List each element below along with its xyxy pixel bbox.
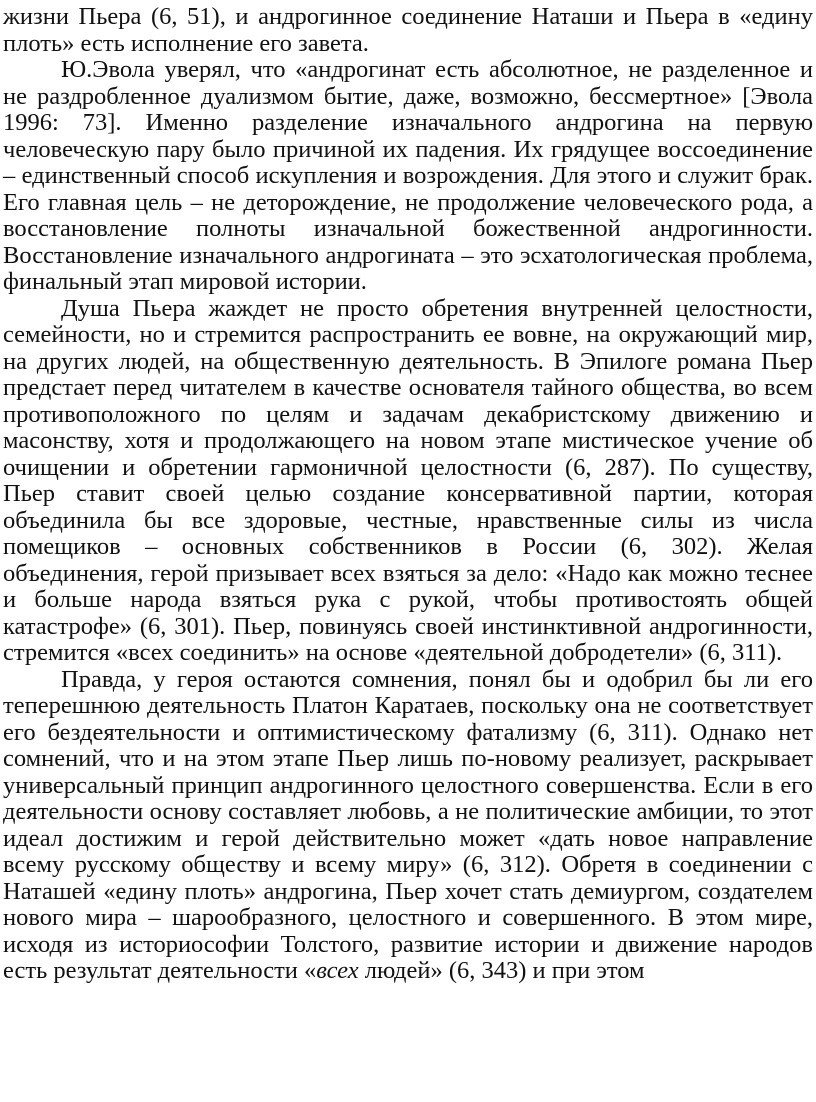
paragraph-3 — [3, 296, 813, 667]
paragraph-4-text-end: людей» (6, 343) и при этом — [358, 957, 645, 984]
paragraph-2 — [3, 57, 813, 296]
paragraph-2-text: Ю.Эвола уверял, что «андрогинат есть абсолютное, не разделенное и не раздробленное дуализмом бытие, даже, возможно, бессмертное» [Эвола 1996: 73]. Именно разделение изначального андрогина на первую человеческую пару было причиной их падения. Их грядущее воссоединение – единственный способ искупления и возрождения. Для этого и служит брак. Его главная цель – не деторождение, не продолжение человеческого рода, а восстановление полноты изначальной божественной андрогинности. Восстановление изначального андрогината – это эсхатологическая проблема, финальный этап мировой истории. — [3, 56, 813, 295]
paragraph-4-text: Правда, у героя остаются сомнения, понял бы и одобрил бы ли его теперешнюю деятельность Платон Каратаев, поскольку она не соответствует его бездеятельности и оптимистическому фатализму (6, 311). Однако нет сомнений, что и на этом этапе Пьер лишь по-новому реализует, раскрывает универсальный принцип андрогинного целостного совершенства. Если в его деятельности основу составляет любовь, а не политические амбиции, то этот идеал достижим и герой действительно может «дать новое направление всему русскому обществу и всему миру» (6, 312). Обретя в соединении с Наташей «едину плоть» андрогина, Пьер хочет стать демиургом, создателем нового мира – шарообразного, целостного и совершенного. В этом мире, исходя из историософии Толстого, развитие истории и движение народов есть результат деятельности « — [3, 665, 813, 984]
paragraph-3-text: Душа Пьера жаждет не просто обретения внутренней целостности, семейности, но и стремится распространить ее вовне, на окружающий мир, на других людей, на общественную деятельность. В Эпилоге романа Пьер предстает перед читателем в качестве основателя тайного общества, во всем противоположного по целям и задачам декабристскому движению и масонству, хотя и продолжающего на новом этапе мистическое учение об очищении и обретении гармоничной целостности (6, 287). По существу, Пьер ставит своей целью создание консервативной партии, которая объединила бы все здоровые, честные, нравственные силы из числа помещиков – основных собственников в России (6, 302). Желая объединения, герой призывает всех взяться за дело: «Надо как можно теснее и больше народа взяться рука с рукой, чтобы противостоять общей катастрофе» (6, 301). Пьер, повинуясь своей инстинктивной андрогинности, стремится «всех соединить» на основе «деятельной добродетели» (6, 311). — [3, 294, 813, 666]
paragraph-4 — [3, 667, 813, 985]
paragraph-1 — [3, 4, 813, 57]
paragraph-4-italic-word: всех — [316, 957, 359, 984]
paragraph-1-text: жизни Пьера (6, 51), и андрогинное соединение Наташи и Пьера в «едину плоть» есть исполнение его завета. — [3, 3, 813, 57]
